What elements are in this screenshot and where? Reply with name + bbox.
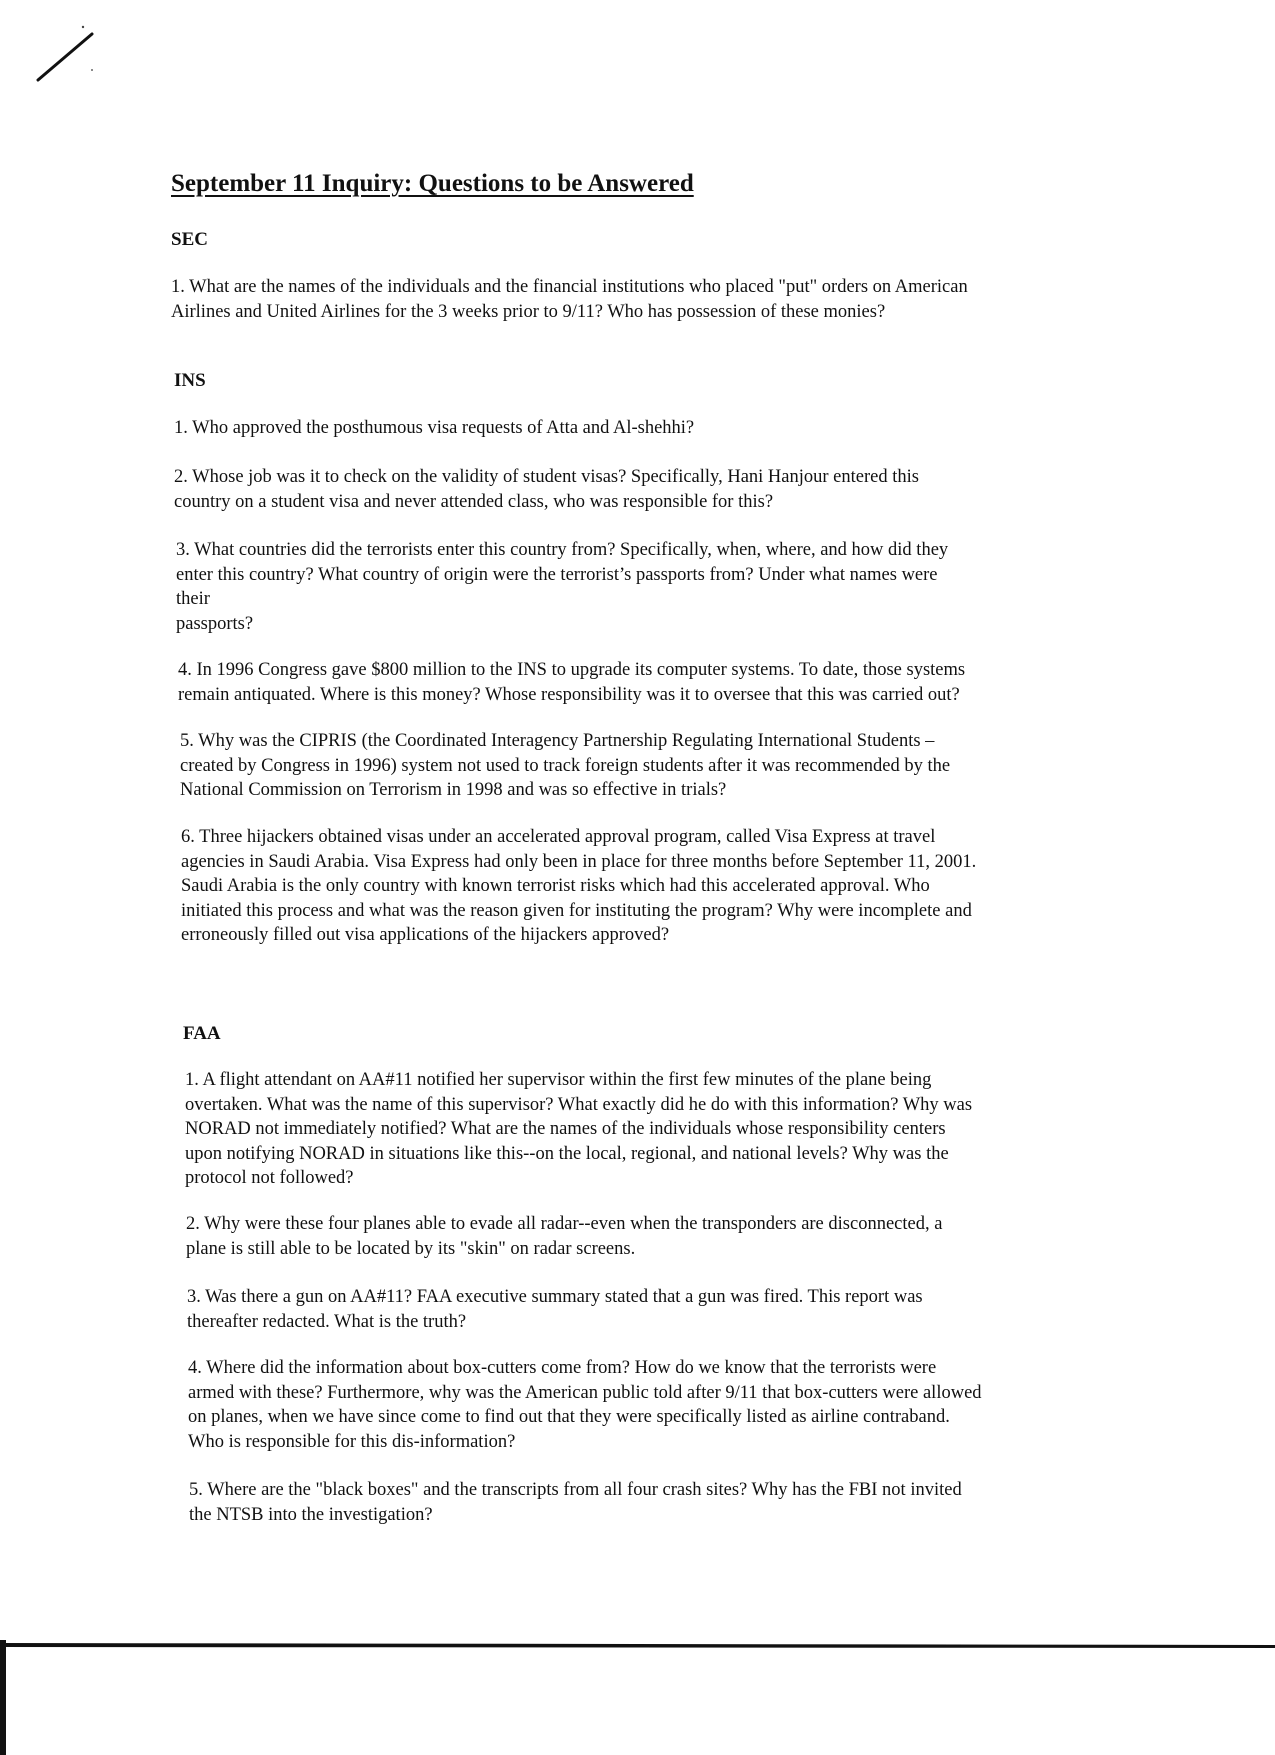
question-line: armed with these? Furthermore, why was the American public told after 9/11 that box-cutters were allowed — [188, 1382, 982, 1403]
scan-left-edge-mark — [0, 1640, 6, 1755]
question-line: thereafter redacted. What is the truth? — [187, 1311, 467, 1332]
ins-question-5 — [180, 729, 1110, 803]
question-line: 4. Where did the information about box-cutters come from? How do we know that the terrorists were — [188, 1358, 937, 1378]
question-line: Airlines and United Airlines for the 3 weeks prior to 9/11? Who has possession of these monies? — [171, 301, 886, 322]
question-line: the NTSB into the investigation? — [189, 1504, 433, 1525]
question-line: Who is responsible for this dis-information? — [188, 1431, 516, 1452]
sec-question-1 — [171, 275, 1101, 324]
faa-question-1 — [185, 1068, 1115, 1191]
question-line: 2. Whose job was it to check on the validity of student visas? Specifically, Hani Hanjour entered this — [174, 467, 919, 487]
faa-question-4 — [188, 1356, 1118, 1454]
question-line: NORAD not immediately notified? What are the names of the individuals whose responsibility centers — [185, 1119, 946, 1139]
section-heading-sec: SEC — [171, 229, 208, 250]
faa-question-3 — [187, 1285, 1117, 1334]
question-line: enter this country? What country of origin were the terrorist’s passports from? Under what names were — [176, 564, 938, 585]
question-line: 5. Why was the CIPRIS (the Coordinated Interagency Partnership Regulating International Students – — [180, 731, 935, 751]
question-line: National Commission on Terrorism in 1998 and was so effective in trials? — [180, 780, 727, 800]
faa-question-5 — [189, 1478, 1119, 1527]
ins-question-1 — [174, 416, 1104, 441]
question-line: remain antiquated. Where is this money? Whose responsibility was it to oversee that this was carried out? — [178, 684, 960, 705]
question-line: plane is still able to be located by its "skin" on radar screens. — [186, 1238, 636, 1259]
question-line: 3. What countries did the terrorists enter this country from? Specifically, when, where, and how did they — [176, 540, 949, 560]
ins-question-2 — [174, 465, 1104, 514]
question-line: overtaken. What was the name of this supervisor? What exactly did he do with this information? Why was — [185, 1094, 973, 1115]
question-line: erroneously filled out visa applications of the hijackers approved? — [181, 925, 670, 945]
question-line: 1. Who approved the posthumous visa requests of Atta and Al-shehhi? — [174, 418, 695, 438]
question-line: passports? — [176, 613, 254, 634]
question-line: 1. What are the names of the individuals and the financial institutions who placed "put" orders on American — [171, 277, 968, 297]
question-line: 4. In 1996 Congress gave $800 million to the INS to upgrade its computer systems. To date, those systems — [178, 660, 966, 680]
ins-question-3 — [176, 538, 1106, 636]
question-line: Saudi Arabia is the only country with known terrorist risks which had this accelerated approval. Who — [181, 876, 930, 896]
question-line: agencies in Saudi Arabia. Visa Express had only been in place for three months before September 11, 2001. — [181, 851, 977, 872]
question-line: upon notifying NORAD in situations like this--on the local, regional, and national levels? Why was the — [185, 1143, 949, 1164]
question-line: protocol not followed? — [185, 1168, 354, 1188]
question-line: initiated this process and what was the reason given for instituting the program? Why were incomplete and — [181, 900, 972, 921]
question-line: 3. Was there a gun on AA#11? FAA executive summary stated that a gun was fired. This report was — [187, 1287, 923, 1307]
question-line: country on a student visa and never attended class, who was responsible for this? — [174, 491, 774, 512]
question-line: created by Congress in 1996) system not used to track foreign students after it was recommended by the — [180, 755, 951, 776]
question-line: 1. A flight attendant on AA#11 notified her supervisor within the first few minutes of the plane being — [185, 1070, 932, 1090]
section-heading-faa: FAA — [183, 1023, 221, 1044]
handwritten-slash-mark — [30, 20, 100, 90]
section-heading-ins: INS — [174, 370, 206, 391]
faa-question-2 — [186, 1212, 1116, 1261]
question-line: 6. Three hijackers obtained visas under an accelerated approval program, called Visa Express at travel — [181, 827, 936, 847]
scan-bottom-edge-rule — [0, 1640, 1275, 1650]
question-line: 5. Where are the "black boxes" and the transcripts from all four crash sites? Why has the FBI not invited — [189, 1480, 962, 1500]
ins-question-6 — [181, 825, 1111, 948]
question-line: on planes, when we have since come to find out that they were specifically listed as airline contraband. — [188, 1407, 950, 1427]
question-line: 2. Why were these four planes able to evade all radar--even when the transponders are disconnected, a — [186, 1214, 943, 1234]
document-title: September 11 Inquiry: Questions to be Answered — [171, 170, 694, 197]
question-line: their — [176, 589, 210, 609]
ins-question-4 — [178, 658, 1108, 707]
